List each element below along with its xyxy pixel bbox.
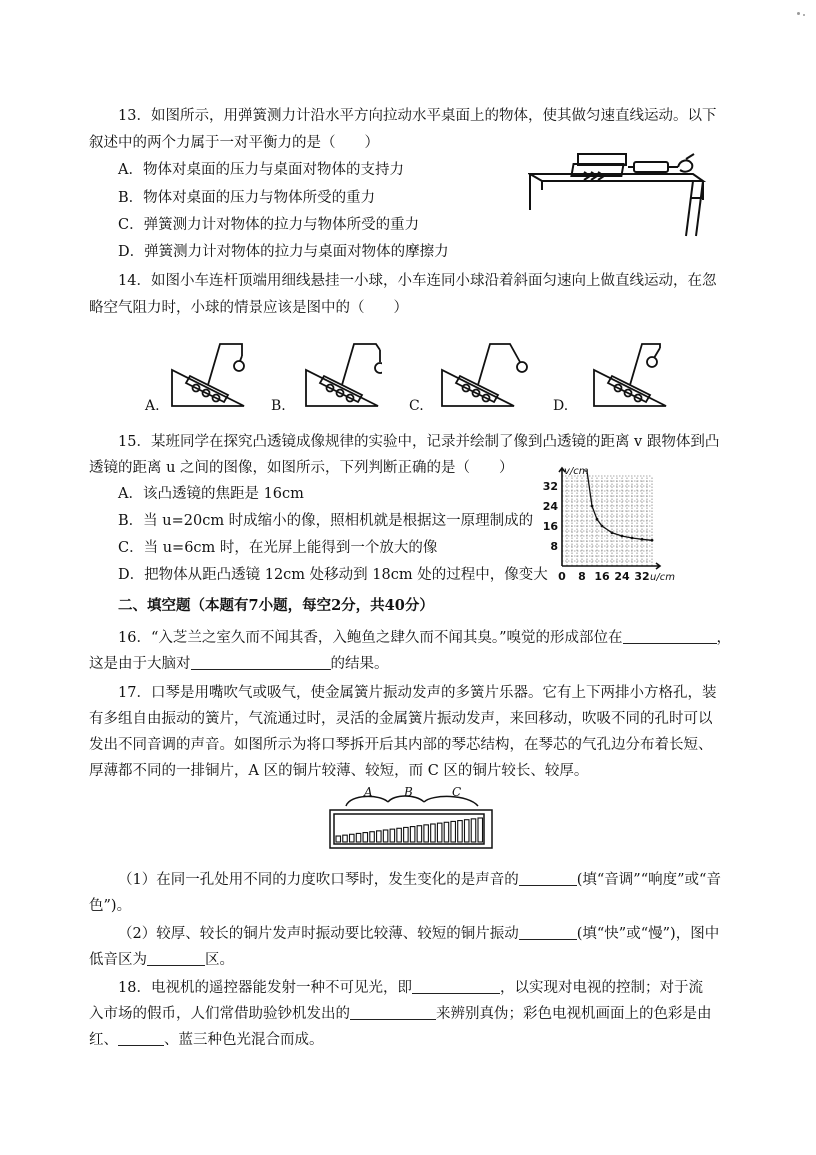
q15-option-d: D．把物体从距凸透镜 12cm 处移动到 18cm 处的过程中，像变大 — [118, 567, 548, 583]
q13-stem-line1: 13．如图所示，用弹簧测力计沿水平方向拉动水平桌面上的物体，使其做匀速直线运动。以下 — [118, 108, 717, 124]
q14-label-b: B. — [271, 398, 286, 414]
x-tick-label: 0 — [558, 570, 566, 583]
q18-line2 — [89, 1004, 712, 1024]
chart-point — [631, 537, 634, 540]
chart-y-axis-label: v/cm — [564, 466, 589, 477]
q17-p2-text-a: （2）较厚、较长的铜片发声时振动要比较薄、较短的铜片振动 — [118, 926, 519, 942]
scan-speck — [797, 12, 800, 15]
scan-speck — [803, 14, 805, 16]
q17-part2-line1 — [118, 924, 719, 944]
q18-blank-3[interactable] — [118, 1031, 164, 1046]
reed-plate — [444, 822, 449, 842]
reed-plate — [343, 835, 348, 842]
q13-option-c: C．弹簧测力计对物体的拉力与物体所受的重力 — [118, 217, 420, 233]
x-tick-label: 24 — [614, 570, 630, 583]
q17-stem-line2: 有多组自由振动的簧片，气流通过时，灵活的金属簧片振动发声，来回移动，吹吸不同的孔时可以 — [89, 711, 713, 727]
incline-cart-option-d — [590, 334, 670, 414]
chart-point — [621, 535, 624, 538]
q17-p1-text-b: (填“音调”“响度”或“音 — [576, 872, 721, 888]
reed-plate — [336, 836, 341, 842]
y-tick-label: 16 — [542, 520, 558, 533]
q17-blank-3[interactable] — [147, 951, 205, 966]
q17-stem-line3: 发出不同音调的声音。如图所示为将口琴拆开后其内部的琴芯结构，在琴芯的气孔边分布着长短、 — [89, 737, 713, 753]
reed-plate — [390, 829, 395, 842]
q14-label-c: C. — [409, 398, 424, 414]
q18-text-2b: 来辨别真伪；彩色电视机画面上的色彩是由 — [436, 1006, 712, 1022]
x-tick-label: 32 — [634, 570, 650, 583]
q16-line2 — [89, 654, 389, 674]
reed-plate — [451, 821, 456, 842]
q18-text-3b: 、蓝三种色光混合而成。 — [164, 1032, 324, 1048]
chart-axes — [559, 468, 660, 569]
harmonica-reed-figure — [328, 786, 498, 852]
reed-plate — [397, 828, 402, 842]
chart-grid — [562, 476, 652, 566]
reed-plate — [377, 831, 382, 842]
q17-p2-text-d: 区。 — [205, 952, 234, 968]
chart-point — [651, 539, 654, 542]
chart-point — [601, 525, 604, 528]
q14-stem-line1: 14．如图小车连杆顶端用细线悬挂一小球，小车连同小球沿着斜面匀速向上做直线运动，在忽 — [118, 273, 717, 289]
q17-p2-text-b: (填“快”或“慢”)，图中 — [576, 926, 720, 942]
incline-cart-option-a — [168, 334, 248, 414]
incline-cart-option-c — [438, 334, 528, 414]
q18-text-2a: 入市场的假币，人们常借助验钞机发出的 — [89, 1006, 350, 1022]
harmonica-label-a: A — [364, 786, 373, 799]
q18-text-1a: 18．电视机的遥控器能发射一种不可见光，即 — [118, 980, 412, 996]
q15-stem-line1: 15．某班同学在探究凸透镜成像规律的实验中，记录并绘制了像到凸透镜的距离 v 跟物体到凸 — [118, 434, 720, 450]
q15-option-c: C．当 u=6cm 时，在光屏上能得到一个放大的像 — [118, 540, 438, 556]
incline-cart-option-b — [302, 334, 382, 414]
reed-plate — [356, 833, 361, 842]
q18-blank-2[interactable] — [350, 1005, 436, 1020]
reed-plate — [363, 833, 368, 842]
q16-blank-2[interactable] — [191, 655, 331, 670]
q13-option-d: D．弹簧测力计对物体的拉力与桌面对物体的摩擦力 — [118, 244, 449, 260]
q17-p2-text-c: 低音区为 — [89, 952, 147, 968]
q18-text-3a: 红、 — [89, 1032, 118, 1048]
reed-plate — [350, 834, 355, 842]
y-tick-label: 32 — [542, 480, 558, 493]
q16-line1 — [118, 628, 731, 648]
q17-stem-line1: 17．口琴是用嘴吹气或吸气，使金属簧片振动发声的多簧片乐器。它有上下两排小方格孔，装 — [118, 685, 717, 701]
q17-p1-text-a: （1）在同一孔处用不同的力度吹口琴时，发生变化的是声音的 — [118, 872, 519, 888]
q18-line3 — [89, 1030, 324, 1050]
q16-text-2a: 这是由于大脑对 — [89, 656, 191, 672]
q18-blank-1[interactable] — [412, 979, 500, 994]
q18-text-1b: ，以实现对电视的控制；对于流 — [499, 980, 703, 996]
q17-part1-line1 — [118, 870, 721, 890]
q16-text-1b: ， — [716, 630, 732, 646]
q13-stem-line2: 叙述中的两个力属于一对平衡力的是（ ） — [89, 135, 379, 151]
reed-plate — [370, 832, 375, 842]
q18-line1 — [118, 978, 703, 998]
chart-tick-labels — [543, 480, 650, 583]
q17-part2-line2 — [89, 950, 234, 970]
q15-stem-line2: 透镜的距离 u 之间的图像，如图所示，下列判断正确的是（ ） — [89, 460, 514, 476]
x-tick-label: 16 — [594, 570, 610, 583]
reed-plate — [410, 827, 415, 842]
chart-point — [611, 531, 614, 534]
q16-blank-1[interactable] — [623, 629, 717, 644]
harmonica-label-c: C — [452, 786, 462, 799]
reed-plate — [417, 826, 422, 842]
q15-option-b: B．当 u=20cm 时成缩小的像，照相机就是根据这一原理制成的 — [118, 513, 534, 529]
spring-scale-table-figure — [528, 150, 710, 242]
q17-stem-line4: 厚薄都不同的一排铜片，A 区的铜片较薄、较短，而 C 区的铜片较长、较厚。 — [89, 763, 589, 779]
reed-plate — [471, 819, 476, 842]
reed-plate — [424, 825, 429, 842]
q16-text-2b: 的结果。 — [330, 656, 389, 672]
x-tick-label: 8 — [578, 570, 586, 583]
reed-plate — [437, 823, 442, 842]
q17-blank-1[interactable] — [519, 871, 577, 886]
harmonica-label-b: B — [404, 786, 413, 799]
reed-plate — [478, 818, 483, 842]
q17-part1-line2: 色”)。 — [89, 898, 132, 914]
q13-option-a: A．物体对桌面的压力与桌面对物体的支持力 — [118, 162, 404, 178]
y-tick-label: 24 — [542, 500, 558, 513]
reed-plate — [404, 827, 409, 842]
reed-plates — [336, 818, 483, 842]
chart-x-axis-label: u/cm — [650, 572, 675, 583]
reed-plate — [464, 820, 469, 842]
x-axis — [562, 563, 660, 569]
reed-plate — [431, 824, 436, 842]
q14-stem-line2: 略空气阻力时，小球的情景应该是图中的（ ） — [89, 300, 408, 316]
y-axis — [559, 468, 565, 566]
q14-label-a: A. — [145, 398, 160, 414]
chart-point — [641, 538, 644, 541]
q14-label-d: D. — [553, 398, 569, 414]
lens-image-distance-chart — [540, 456, 700, 584]
q15-option-a: A．该凸透镜的焦距是 16cm — [118, 486, 304, 502]
q17-blank-2[interactable] — [519, 925, 577, 940]
chart-point — [596, 518, 599, 521]
q16-text-1a: 16．“入芝兰之室久而不闻其香，入鲍鱼之肆久而不闻其臭。”嗅觉的形成部位在 — [118, 630, 623, 646]
q13-option-b: B．物体对桌面的压力与物体所受的重力 — [118, 190, 376, 206]
y-tick-label: 8 — [550, 540, 558, 553]
reed-plate — [458, 821, 463, 842]
chart-point — [591, 505, 594, 508]
section-2-heading: 二、填空题（本题有7小题，每空2分，共40分） — [118, 597, 434, 614]
reed-plate — [383, 830, 388, 842]
